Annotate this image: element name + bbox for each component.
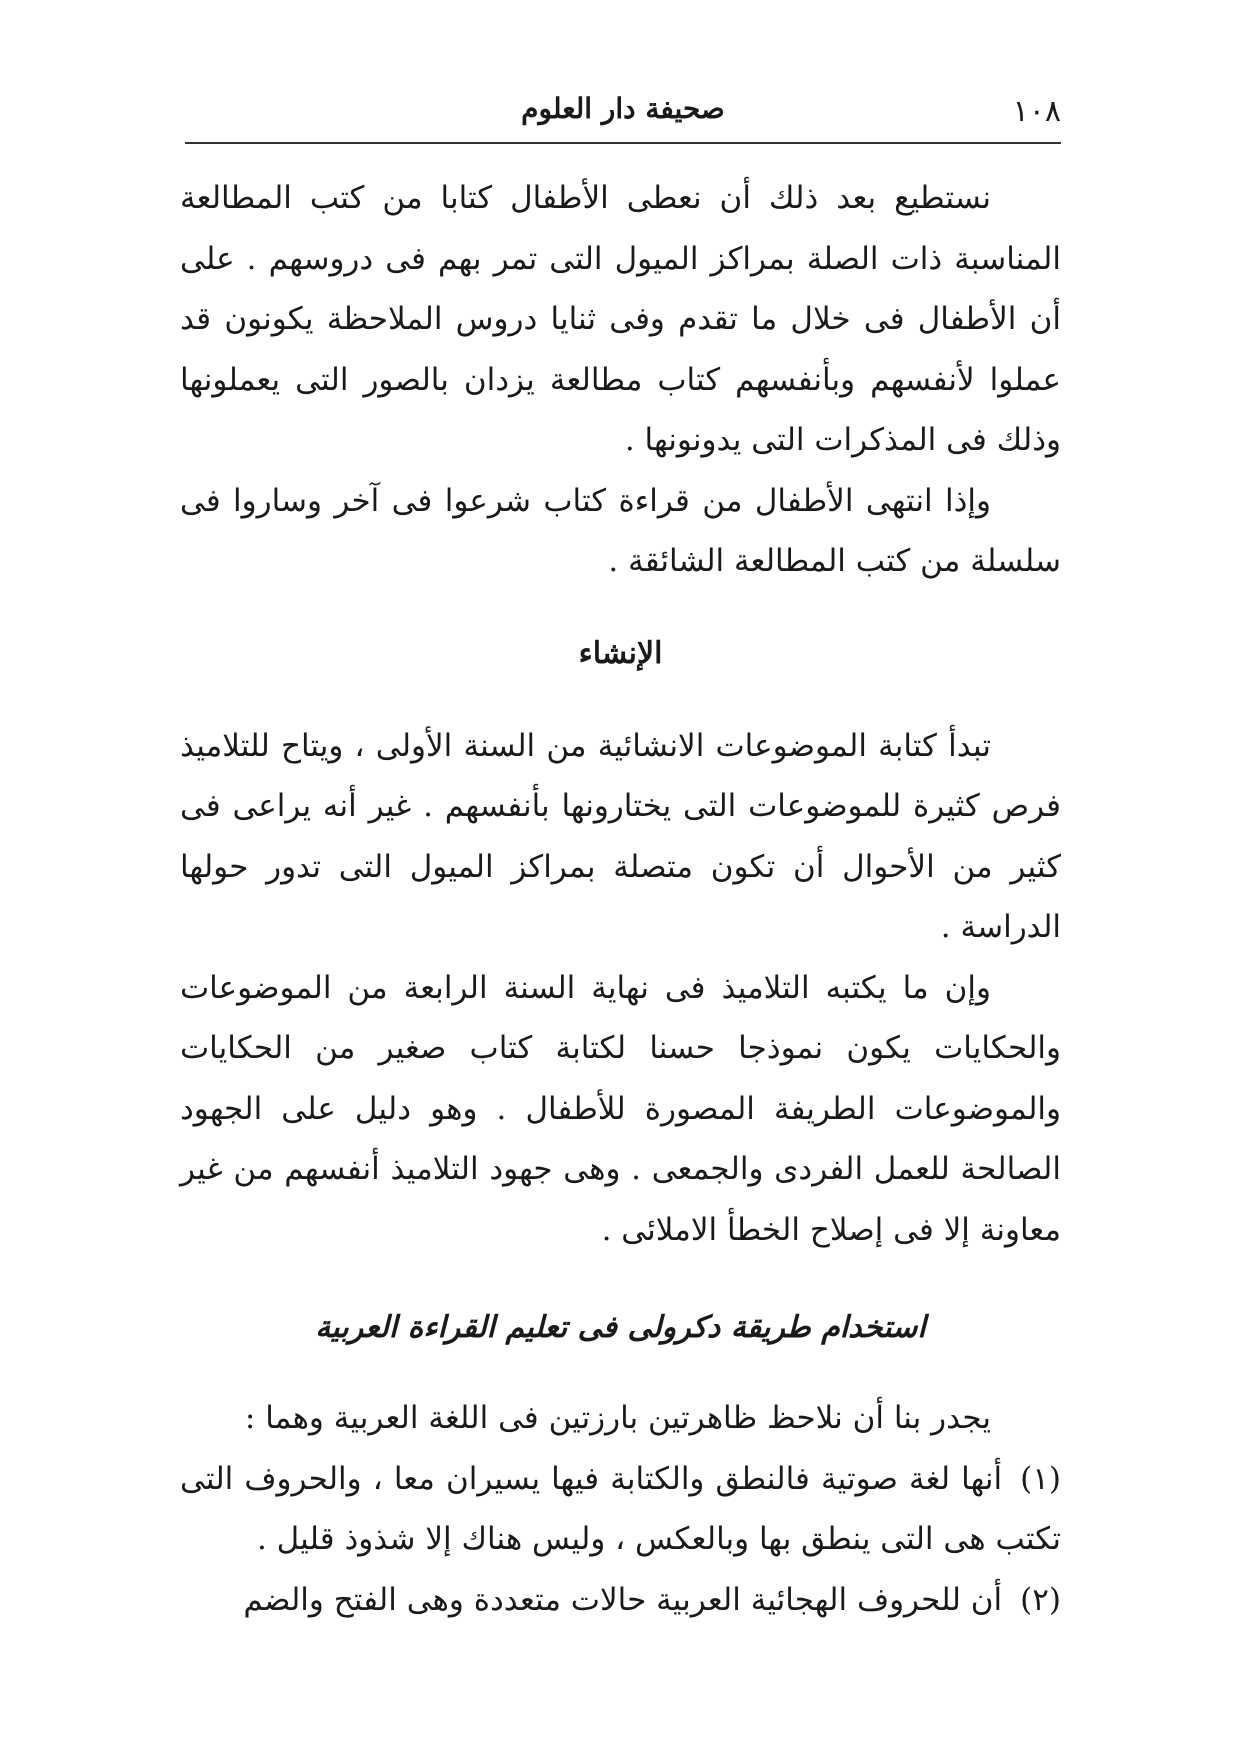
page-header: [185, 86, 1061, 146]
body-text: [180, 168, 1061, 1630]
section-heading-decroly-method: استخدام طريقة دكرولى فى تعليم القراءة العربية: [315, 1310, 926, 1345]
item-text-2: أن للحروف الهجائية العربية حالات متعددة وهى الفتح والضم: [243, 1581, 1003, 1618]
paragraph-2: وإذا انتهى الأطفال من قراءة كتاب شرعوا فى آخر وساروا فى سلسلة من كتب المطالعة الشائقة .: [180, 482, 1061, 579]
page-number: ١٠٨: [1012, 94, 1061, 129]
numbered-item-1: [180, 1449, 1061, 1570]
paragraph-5: يجدر بنا أن نلاحظ ظاهرتين بارزتين فى اللغة العربية وهما :: [244, 1400, 991, 1436]
paragraph-3: تبدأ كتابة الموضوعات الانشائية من السنة الأولى ، ويتاح للتلاميذ فرص كثيرة للموضوعات التى يختارونها بأنفسهم . غير أنه يراعى فى كثير من الأحوال أن تكون متصلة بمراكز الميول التى تدور حولها الدراسة .: [180, 727, 1061, 945]
header-rule: [185, 142, 1061, 144]
item-number-2: (٢): [1020, 1581, 1061, 1618]
numbered-item-2: [180, 1570, 1061, 1631]
item-text-1: أنها لغة صوتية فالنطق والكتابة فيها يسيران معا ، والحروف التى تكتب هى التى ينطق بها وبالعكس ، وليس هناك إلا شذوذ قليل .: [180, 1460, 1061, 1557]
running-title: صحيفة دار العلوم: [521, 92, 725, 125]
section-heading-composition: الإنشاء: [578, 635, 663, 671]
paragraph-4: وإن ما يكتبه التلاميذ فى نهاية السنة الرابعة من الموضوعات والحكايات يكون نموذجا حسنا لكتابة كتاب صغير من الحكايات والموضوعات الطريفة المصورة للأطفال . وهو دليل على الجهود الصالحة للعمل الفردى والجمعى . وهى جهود التلاميذ أنفسهم من غير معاونة إلا فى إصلاح الخطأ الاملائى .: [180, 969, 1061, 1248]
paragraph-1: نستطيع بعد ذلك أن نعطى الأطفال كتابا من كتب المطالعة المناسبة ذات الصلة بمراكز الميول التى تمر بهم فى دروسهم . على أن الأطفال فى خلال ما تقدم وفى ثنايا دروس الملاحظة يكونون قد عملوا لأنفسهم وبأنفسهم كتاب مطالعة يزدان بالصور التى يعملونها وذلك فى المذكرات التى يدونونها .: [180, 180, 1061, 458]
item-number-1: (١): [1020, 1460, 1061, 1497]
